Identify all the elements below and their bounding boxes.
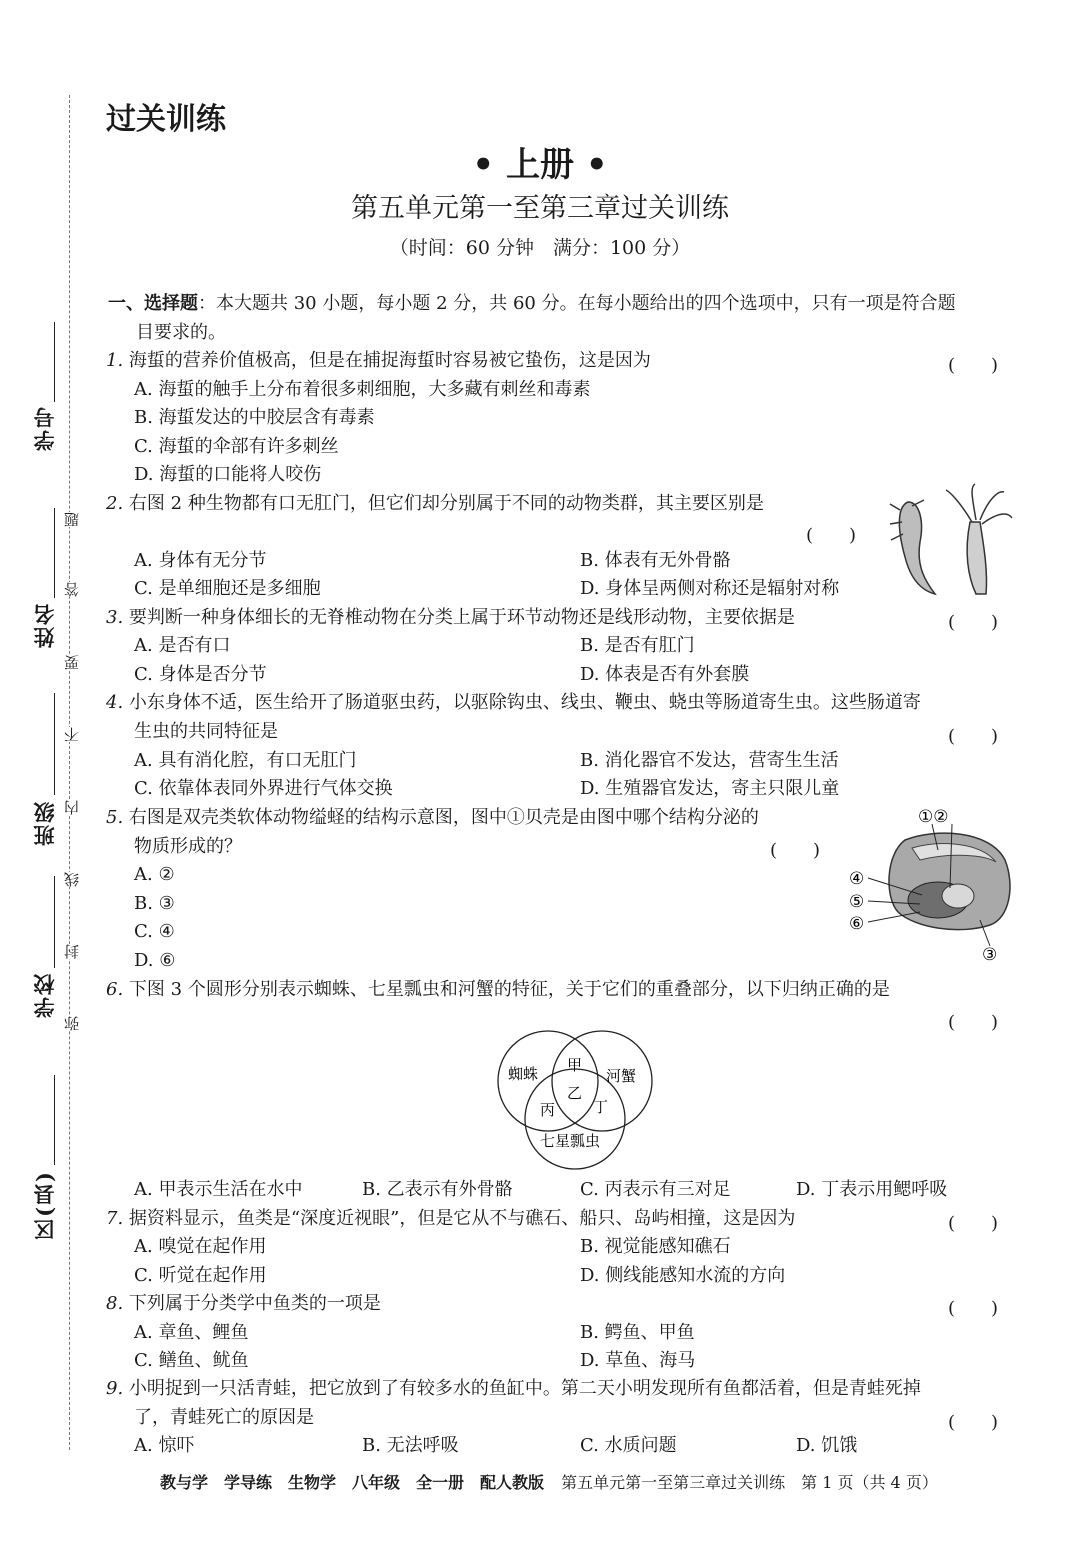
option[interactable]: A. 嗅觉在起作用 — [134, 1236, 267, 1257]
answer-blank[interactable]: ( ) — [948, 726, 999, 747]
page-title: 第五单元第一至第三章过关训练 — [351, 193, 729, 224]
question-number: 2. — [106, 493, 124, 514]
question-stem: 小东身体不适，医生给开了肠道驱虫药，以驱除钩虫、线虫、鞭虫、蛲虫等肠道寄生虫。这些肠道寄 — [128, 692, 921, 713]
answer-blank[interactable]: ( ) — [806, 525, 857, 546]
section-instructions-cont: 目要求的。 — [136, 322, 226, 343]
venn-label-crab: 河蟹 — [606, 1067, 637, 1085]
name-label: 姓名 — [32, 602, 57, 648]
option[interactable]: C. ④ — [134, 921, 175, 942]
class-label: 班级 — [32, 800, 57, 846]
option[interactable]: A. 章鱼、鲤鱼 — [134, 1322, 249, 1343]
answer-blank[interactable]: ( ) — [948, 1412, 999, 1433]
question-number: 7. — [106, 1208, 124, 1229]
question-stem: 要判断一种身体细长的无脊椎动物在分类上属于环节动物还是线形动物，主要依据是 — [128, 607, 795, 628]
seal-note: 封 — [63, 944, 81, 959]
figure-label: ③ — [982, 945, 998, 965]
option[interactable]: B. 体表有无外骨骼 — [580, 550, 731, 571]
volume-title: • 上册 • — [472, 145, 608, 185]
option[interactable]: B. 鳄鱼、甲鱼 — [580, 1322, 695, 1343]
option[interactable]: C. 丙表示有三对足 — [580, 1179, 731, 1200]
venn-region-bing: 丙 — [540, 1101, 556, 1119]
answer-blank[interactable]: ( ) — [948, 1213, 999, 1234]
option[interactable]: B. 是否有肛门 — [580, 635, 695, 656]
answer-blank[interactable]: ( ) — [948, 355, 999, 376]
question-1 — [106, 348, 651, 374]
option[interactable]: C. 身体是否分节 — [134, 664, 267, 685]
figure-label: ⑤ — [849, 892, 865, 912]
option[interactable]: C. 鳝鱼、鱿鱼 — [134, 1350, 249, 1371]
option[interactable]: C. 海蜇的伞部有许多刺丝 — [134, 436, 339, 457]
option[interactable]: A. 惊吓 — [134, 1435, 195, 1456]
venn-region-ding: 丁 — [593, 1098, 609, 1116]
answer-blank[interactable]: ( ) — [948, 1012, 999, 1033]
question-number: 4. — [106, 692, 124, 713]
name-field[interactable] — [54, 508, 55, 598]
question-stem: 右图是双壳类软体动物缢蛏的结构示意图，图中①贝壳是由图中哪个结构分泌的 — [128, 807, 759, 828]
section-instructions: ：本大题共 30 小题，每小题 2 分，共 60 分。在每小题给出的四个选项中，只有一项是符合题 — [198, 293, 956, 314]
seal-note: 题 — [63, 512, 81, 527]
option[interactable]: A. 是否有口 — [134, 635, 231, 656]
figure-label: ①② — [918, 807, 949, 827]
seal-note: 内 — [63, 800, 81, 815]
school-field[interactable] — [54, 876, 55, 968]
header-tag: 过关训练 — [106, 102, 226, 137]
question-stem-cont: 生虫的共同特征是 — [134, 721, 278, 742]
figure-label: ⑥ — [849, 914, 865, 934]
question-number: 8. — [106, 1293, 124, 1314]
exam-info: （时间：60 分钟 满分：100 分） — [389, 237, 691, 259]
question-stem: 下图 3 个圆形分别表示蜘蛛、七星瓢虫和河蟹的特征，关于它们的重叠部分，以下归纳正确的是 — [128, 979, 890, 1000]
option[interactable]: D. 侧线能感知水流的方向 — [580, 1265, 786, 1286]
option[interactable]: D. 生殖器官发达，寄主只限儿童 — [580, 778, 840, 799]
question-6 — [106, 977, 890, 1003]
option[interactable]: C. 依靠体表同外界进行气体交换 — [134, 778, 393, 799]
venn-label-spider: 蜘蛛 — [508, 1065, 539, 1083]
seal-note: 线 — [63, 872, 81, 887]
district-field[interactable] — [54, 1075, 55, 1165]
option[interactable]: C. 听觉在起作用 — [134, 1265, 267, 1286]
venn-circle-crab — [552, 1031, 652, 1131]
option[interactable]: D. 体表是否有外套膜 — [580, 664, 750, 685]
question-stem: 右图 2 种生物都有口无肛门，但它们却分别属于不同的动物类群，其主要区别是 — [128, 493, 764, 514]
option[interactable]: C. 水质问题 — [580, 1435, 677, 1456]
option[interactable]: D. 草鱼、海马 — [580, 1350, 696, 1371]
question-7 — [106, 1206, 795, 1232]
organisms-figure — [880, 482, 1020, 602]
figure-label: ④ — [849, 869, 865, 889]
question-3 — [106, 605, 795, 631]
seal-note: 答 — [63, 582, 81, 597]
student-number-field[interactable] — [54, 322, 55, 402]
question-9 — [106, 1376, 921, 1402]
seal-note: 要 — [63, 655, 81, 670]
option[interactable]: B. ③ — [134, 893, 175, 914]
answer-blank[interactable]: ( ) — [770, 840, 821, 861]
page-footer — [160, 1470, 938, 1493]
venn-region-yi: 乙 — [567, 1084, 583, 1102]
question-stem: 小明捉到一只活青蛙，把它放到了有较多水的鱼缸中。第二天小明发现所有鱼都活着，但是青蛙死掉 — [128, 1378, 921, 1399]
binding-margin — [0, 0, 100, 1542]
option[interactable]: B. 消化器官不发达，营寄生生活 — [580, 750, 839, 771]
question-stem: 据资料显示，鱼类是“深度近视眼”，但是它从不与礁石、船只、岛屿相撞，这是因为 — [128, 1208, 796, 1229]
question-5 — [106, 805, 759, 831]
option[interactable]: B. 乙表示有外骨骼 — [362, 1179, 513, 1200]
option[interactable]: C. 是单细胞还是多细胞 — [134, 578, 321, 599]
option[interactable]: B. 视觉能感知礁石 — [580, 1236, 731, 1257]
venn-label-ladybug: 七星瓢虫 — [540, 1132, 601, 1150]
question-stem: 下列属于分类学中鱼类的一项是 — [128, 1293, 381, 1314]
option[interactable]: B. 无法呼吸 — [362, 1435, 459, 1456]
option[interactable]: A. 海蜇的触手上分布着很多刺细胞，大多藏有刺丝和毒素 — [134, 379, 591, 400]
option[interactable]: A. 甲表示生活在水中 — [134, 1179, 303, 1200]
section-heading — [108, 291, 956, 317]
question-2 — [106, 491, 764, 517]
question-number: 3. — [106, 607, 124, 628]
cut-line — [69, 95, 70, 1450]
class-field[interactable] — [54, 693, 55, 795]
question-8 — [106, 1291, 381, 1317]
option[interactable]: D. 海蜇的口能将人咬伤 — [134, 464, 322, 485]
option[interactable]: D. ⑥ — [134, 950, 176, 971]
option[interactable]: B. 海蜇发达的中胶层含有毒素 — [134, 407, 375, 428]
option[interactable]: A. 身体有无分节 — [134, 550, 267, 571]
question-number: 9. — [106, 1378, 124, 1399]
section-label: 一、选择题 — [108, 293, 198, 314]
answer-blank[interactable]: ( ) — [948, 1298, 999, 1319]
question-stem-cont: 物质形成的？ — [134, 836, 242, 857]
seal-note: 不 — [63, 727, 81, 742]
answer-blank[interactable]: ( ) — [948, 612, 999, 633]
venn-region-jia: 甲 — [567, 1056, 583, 1074]
question-4 — [106, 690, 921, 716]
district-label: 区(县) — [32, 1170, 57, 1240]
question-number: 1. — [106, 350, 124, 371]
venn-diagram — [490, 1026, 660, 1171]
question-number: 6. — [106, 979, 124, 1000]
seal-note: 弥 — [63, 1016, 81, 1031]
option[interactable]: A. ② — [134, 864, 175, 885]
school-label: 学校 — [32, 972, 57, 1018]
option[interactable]: D. 身体呈两侧对称还是辐射对称 — [580, 578, 840, 599]
footer-page-info: 第五单元第一至第三章过关训练 第 1 页（共 4 页） — [561, 1473, 938, 1492]
option[interactable]: D. 饥饿 — [796, 1435, 858, 1456]
question-stem: 海蜇的营养价值极高，但是在捕捉海蜇时容易被它蛰伤，这是因为 — [128, 350, 651, 371]
option[interactable]: A. 具有消化腔，有口无肛门 — [134, 750, 357, 771]
student-number-label: 学号 — [32, 405, 57, 451]
question-number: 5. — [106, 807, 124, 828]
question-stem-cont: 了，青蛙死亡的原因是 — [134, 1407, 314, 1428]
footer-brand: 教与学 学导练 生物学 八年级 全一册 配人教版 — [160, 1473, 545, 1492]
option[interactable]: D. 丁表示用鳃呼吸 — [796, 1179, 948, 1200]
razor-clam-figure — [840, 800, 1020, 970]
